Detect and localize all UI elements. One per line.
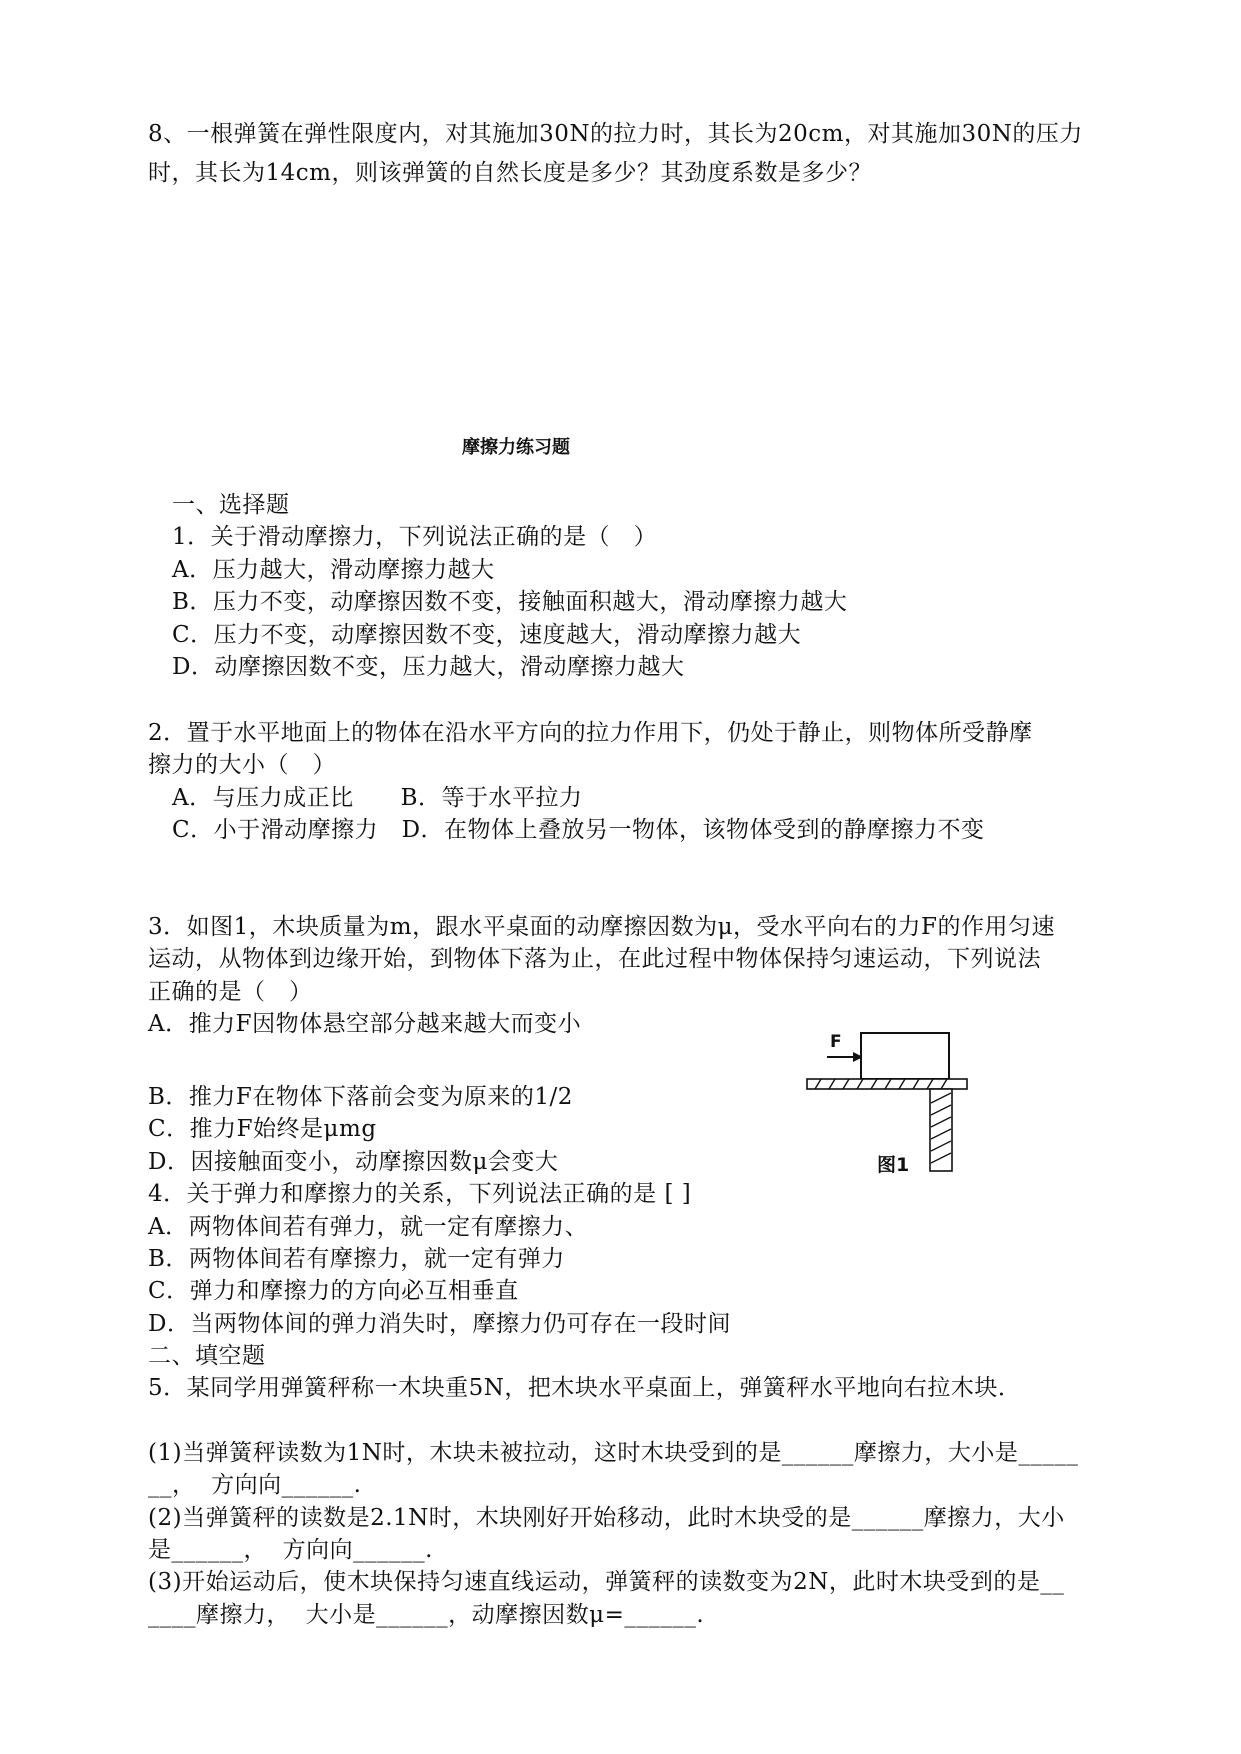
q5-part3-line-1: (3)开始运动后，使木块保持匀速直线运动，弹簧秤的读数变为2N，此时木块受到的是__ (148, 1569, 1065, 1595)
q5-part2-line-2: 是______， 方向向______. (148, 1537, 433, 1563)
q2-options-cd: C．小于滑动摩擦力 D．在物体上叠放另一物体，该物体受到的静摩擦力不变 (172, 817, 985, 843)
q1-option-b: B．压力不变，动摩擦因数不变，接触面积越大，滑动摩擦力越大 (172, 589, 848, 615)
q2-line-1: 2．置于水平地面上的物体在沿水平方向的拉力作用下，仍处于静止，则物体所受静摩 (148, 720, 1033, 746)
q8-line-1: 8、一根弹簧在弹性限度内，对其施加30N的拉力时，其长为20cm，对其施加30N的压力 (148, 121, 1083, 147)
q3-line-3: 正确的是（ ） (148, 979, 313, 1005)
q3-line-1: 3．如图1，木块质量为m，跟水平桌面的动摩擦因数为μ，受水平向右的力F的作用匀速 (148, 914, 1055, 940)
q3-option-d: D．因接触面变小，动摩擦因数μ会变大 (148, 1149, 559, 1175)
wooden-block (861, 1033, 949, 1079)
table-top (807, 1079, 967, 1089)
q5-part2-line-1: (2)当弹簧秤的读数是2.1N时，木块刚好开始移动，此时木块受的是______摩擦力，大小 (148, 1505, 1065, 1531)
q3-option-b: B．推力F在物体下落前会变为原来的1/2 (148, 1084, 573, 1110)
section-heading-choice: 一、选择题 (172, 492, 290, 518)
q1-option-a: A．压力越大，滑动摩擦力越大 (172, 557, 495, 583)
q5-part1-line-1: (1)当弹簧秤读数为1N时，木块未被拉动，这时木块受到的是______摩擦力，大小是_____ (148, 1440, 1079, 1466)
section-heading-fill: 二、填空题 (148, 1343, 266, 1369)
q1-option-c: C．压力不变，动摩擦因数不变，速度越大，滑动摩擦力越大 (172, 622, 802, 648)
force-label: F (830, 1032, 842, 1052)
q5-part1-line-2: __， 方向向______. (148, 1472, 362, 1498)
q4-option-c: C．弹力和摩擦力的方向必互相垂直 (148, 1278, 519, 1304)
q1-option-d: D．动摩擦因数不变，压力越大，滑动摩擦力越大 (172, 654, 685, 680)
q4-option-b: B．两物体间若有摩擦力，就一定有弹力 (148, 1246, 565, 1272)
q4-option-d: D．当两物体间的弹力消失时，摩擦力仍可存在一段时间 (148, 1311, 731, 1337)
q5-part3-line-2: ____摩擦力， 大小是______，动摩擦因数μ=______. (148, 1602, 705, 1628)
q1-stem: 1．关于滑动摩擦力，下列说法正确的是（ ） (172, 524, 658, 550)
figure-1-caption: 图1 (877, 1154, 910, 1176)
q4-option-a: A．两物体间若有弹力，就一定有摩擦力、 (148, 1214, 589, 1240)
q3-line-2: 运动，从物体到边缘开始，到物体下落为止，在此过程中物体保持匀速运动，下列说法 (148, 946, 1041, 972)
q2-line-2: 擦力的大小（ ） (148, 752, 336, 778)
q4-stem: 4．关于弹力和摩擦力的关系，下列说法正确的是 [ ] (148, 1181, 692, 1207)
q3-option-a: A．推力F因物体悬空部分越来越大而变小 (148, 1011, 582, 1037)
q3-option-c: C．推力F始终是μmg (148, 1116, 377, 1142)
page-title: 摩擦力练习题 (462, 437, 570, 458)
q2-options-ab: A．与压力成正比 B．等于水平拉力 (172, 785, 583, 811)
q8-line-2: 时，其长为14cm，则该弹簧的自然长度是多少？其劲度系数是多少？ (148, 160, 872, 186)
q5-stem: 5．某同学用弹簧秤称一木块重5N，把木块水平桌面上，弹簧秤水平地向右拉木块． (148, 1375, 1022, 1401)
